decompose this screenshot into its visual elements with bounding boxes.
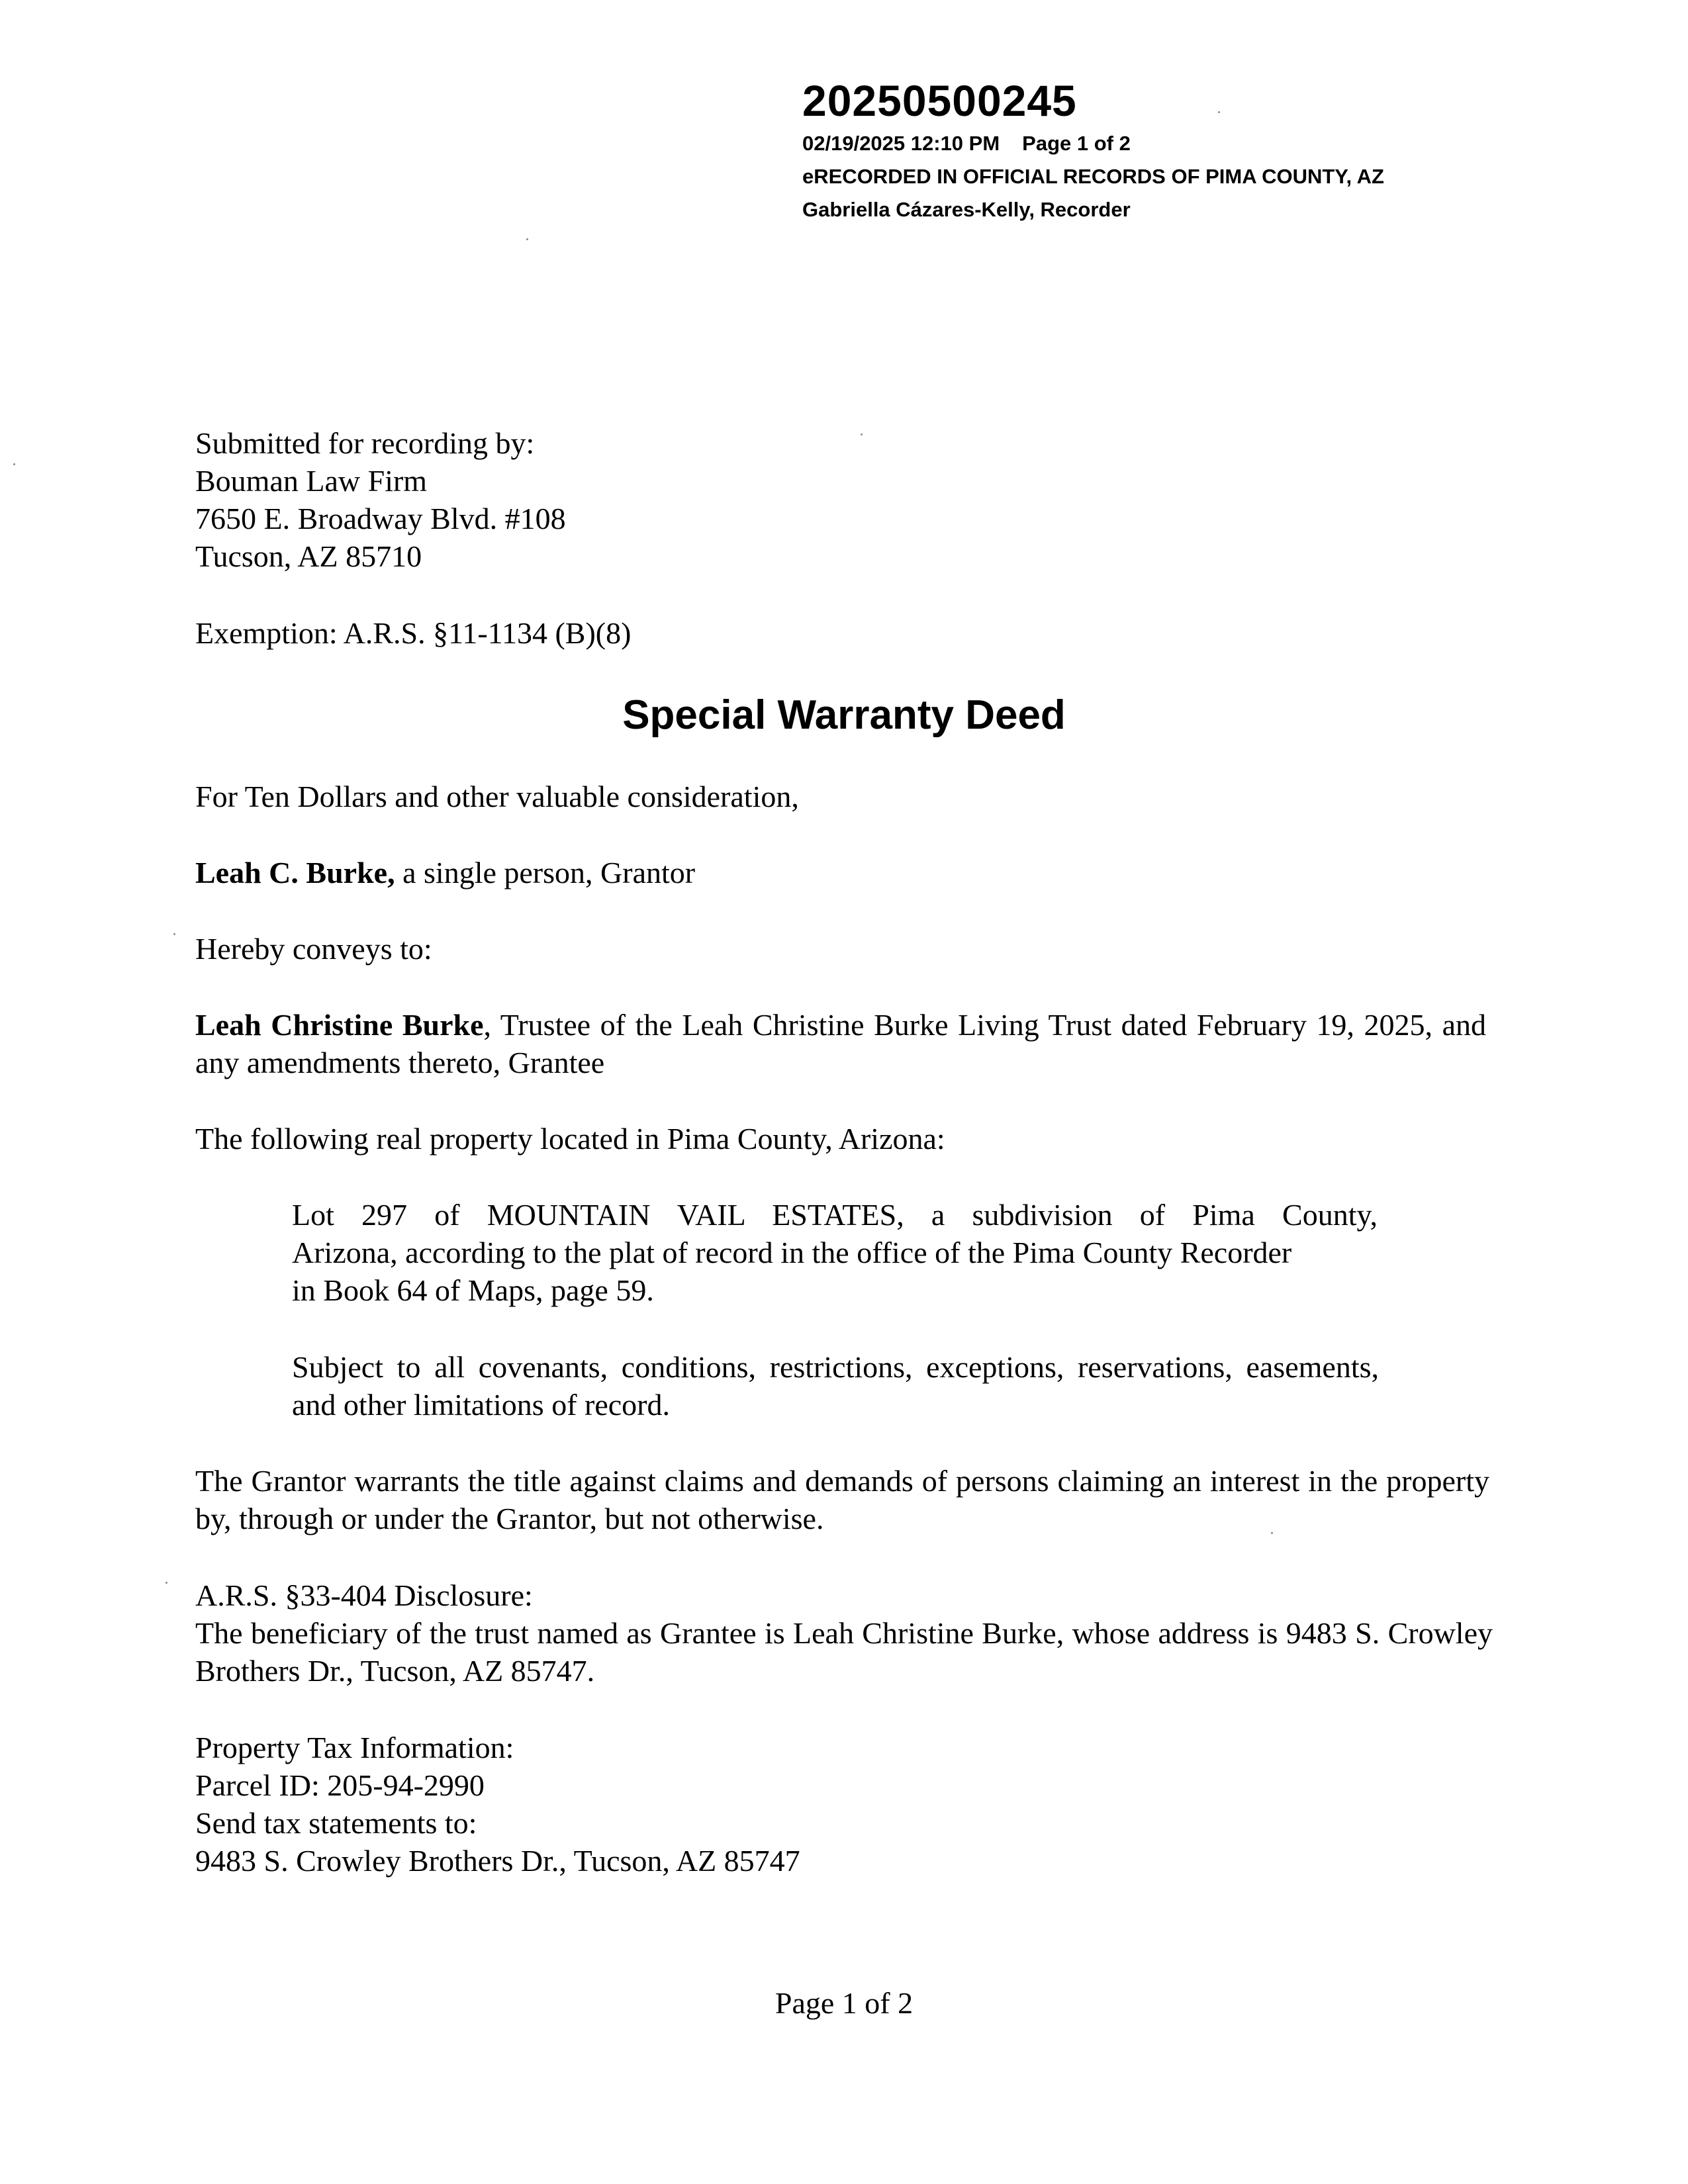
recording-page-info: Page 1 of 2: [1022, 132, 1131, 155]
recorder-line: Gabriella Cázares-Kelly, Recorder: [802, 198, 1131, 221]
scan-speck: [861, 433, 863, 435]
document-number: 20250500245: [802, 76, 1077, 125]
scan-speck: [526, 238, 528, 240]
warranty-paragraph: The Grantor warrants the title against claims and demands of persons claiming an interest in the property by, through or under the Grantor, but not otherwise.: [195, 1464, 1489, 1535]
scan-speck: [173, 933, 175, 935]
scan-speck: [13, 463, 15, 465]
grantee-description: , Trustee of the Leah Christine Burke Living Trust dated February 19, 2025, and any amendments thereto, Grantee: [195, 1008, 1486, 1079]
submitted-by-heading: Submitted for recording by:: [195, 426, 535, 460]
grantee-paragraph: [195, 1006, 1486, 1081]
page-footer: Page 1 of 2: [774, 1986, 914, 2020]
legal-description-line-3: in Book 64 of Maps, page 59.: [292, 1273, 654, 1307]
subject-to-paragraph: Subject to all covenants, conditions, restrictions, exceptions, reservations, easements, and other limitations of record.: [292, 1350, 1379, 1422]
consideration: For Ten Dollars and other valuable consideration,: [195, 780, 799, 813]
disclosure-text: The beneficiary of the trust named as Grantee is Leah Christine Burke, whose address is 9483 S. Crowley Brothers Dr., Tucson, AZ 85747.: [195, 1616, 1493, 1688]
send-tax-statements-label: Send tax statements to:: [195, 1806, 477, 1840]
scan-speck: [1271, 1532, 1273, 1534]
grantee-name: Leah Christine Burke: [195, 1008, 484, 1042]
grantor-line: [195, 854, 695, 891]
grantor-description: a single person, Grantor: [395, 856, 696, 889]
submitter-city: Tucson, AZ 85710: [195, 539, 422, 573]
disclosure-block: [195, 1576, 1493, 1690]
recording-stamp: [802, 74, 1384, 226]
tax-statement-address: 9483 S. Crowley Brothers Dr., Tucson, AZ 85747: [195, 1844, 800, 1878]
conveys-line: Hereby conveys to:: [195, 932, 432, 966]
legal-description-line-1: Lot 297 of MOUNTAIN VAIL ESTATES, a subdivision of Pima County,: [292, 1198, 1378, 1232]
property-intro: The following real property located in Pima County, Arizona:: [195, 1122, 945, 1156]
disclosure-heading: A.R.S. §33-404 Disclosure:: [195, 1578, 533, 1612]
submitter-name: Bouman Law Firm: [195, 464, 428, 498]
exemption: Exemption: A.R.S. §11-1134 (B)(8): [195, 616, 632, 650]
scan-speck: [165, 1582, 167, 1584]
scan-speck: [1218, 111, 1220, 113]
document-title: Special Warranty Deed: [622, 692, 1066, 738]
recording-date-line: [802, 127, 1384, 160]
submitter-street: 7650 E. Broadway Blvd. #108: [195, 502, 566, 535]
submitted-by-block: [195, 424, 566, 575]
legal-description: [292, 1196, 1378, 1309]
tax-info-heading: Property Tax Information:: [195, 1731, 514, 1764]
recording-date-time: 02/19/2025 12:10 PM: [802, 132, 1000, 155]
legal-description-line-2: Arizona, according to the plat of record in the office of the Pima County Recorder: [292, 1236, 1292, 1269]
grantor-name: Leah C. Burke,: [195, 856, 395, 889]
tax-info-block: [195, 1729, 800, 1880]
recorded-line: eRECORDED IN OFFICIAL RECORDS OF PIMA COUNTY, AZ: [802, 165, 1384, 188]
parcel-id: Parcel ID: 205-94-2990: [195, 1768, 485, 1802]
